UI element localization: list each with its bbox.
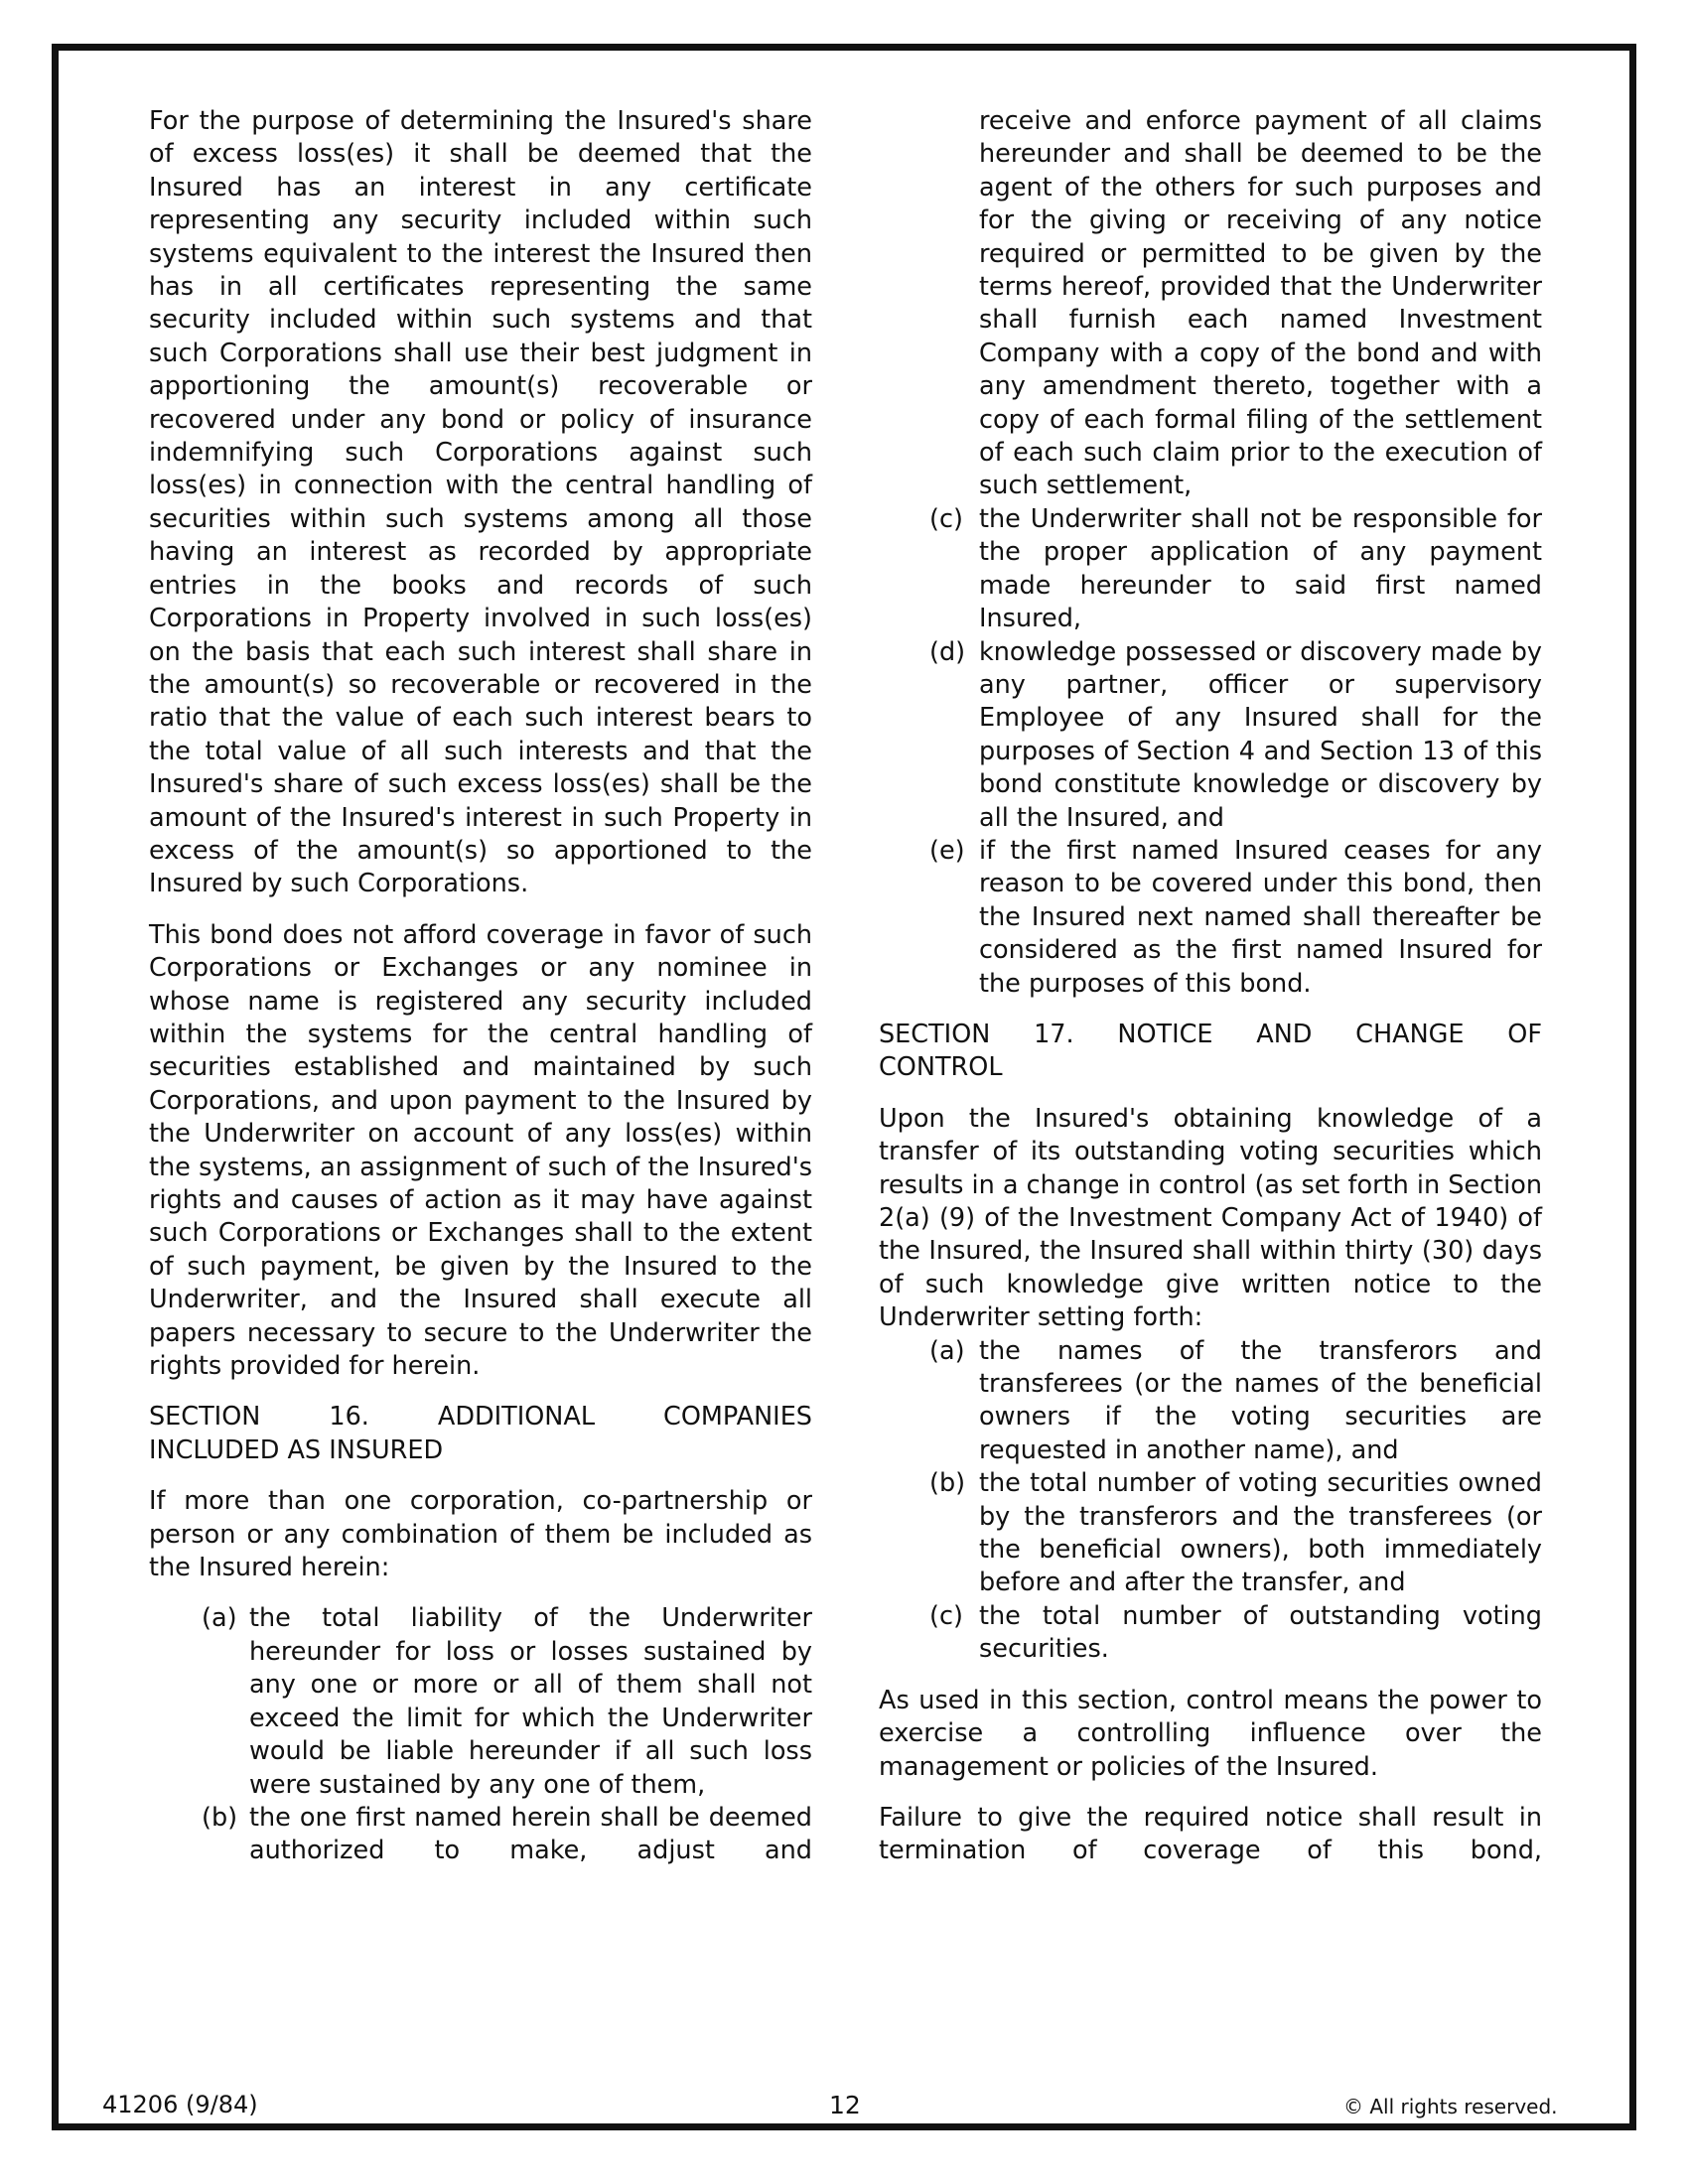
list-item (202, 1602, 812, 1801)
list-item (929, 1335, 1542, 1468)
list-text: the Underwriter shall not be responsible for the proper application of any payment made hereunder to said first named Insured, (979, 503, 1542, 634)
list-marker: (e) (929, 835, 965, 866)
section-17-list (879, 1335, 1542, 1667)
section-16-heading-line2: INCLUDED AS INSURED (149, 1434, 444, 1465)
list-marker: (c) (929, 1600, 963, 1631)
list-marker: (a) (929, 1335, 965, 1366)
excess-loss-paragraph: For the purpose of determining the Insured's share of excess loss(es) it shall be deemed that the Insured has an interest in any certificate representing any security included within such systems equivalent to the interest the Insured then has in all certificates representing the same security included within such systems and that such Corporations shall use their best judgment in apportioning the amount(s) recoverable or recovered under any bond or policy of insurance indemnifying such Corporations against such loss(es) in connection with the central handling of securities within such systems among all those having an interest as recorded by appropriate entries in the books and records of such Corporations in Property involved in such loss(es) on the basis that each such interest shall share in the amount(s) so recoverable or recovered in the ratio that the value of each such interest bears to the total value of all such interests and that the Insured's share of such excess loss(es) shall be the amount of the Insured's interest in such Property in excess of the amount(s) so apportioned to the Insured by such Corporations. (149, 106, 812, 899)
form-code: 41206 (9/84) (102, 2091, 258, 2118)
list-text: the one first named herein shall be deemed authorized to make, adjust and (249, 1802, 812, 1866)
list-text: the total liability of the Underwriter hereunder for loss or losses sustained by any one or more or all of them shall not exceed the limit for which the Underwriter would be liable hereunder if all such loss were sustained by any one of them, (249, 1603, 812, 1800)
list-text: if the first named Insured ceases for any reason to be covered under this bond, then the Insured next named shall thereafter be considered as the first named Insured for the purposes of this bond. (979, 835, 1542, 999)
list-item (202, 1802, 812, 1868)
rights-notice: © All rights reserved. (1343, 2095, 1558, 2118)
list-text: the total number of outstanding voting securities. (979, 1600, 1542, 1665)
section-16-list (149, 1602, 812, 1867)
list-marker: (b) (929, 1468, 966, 1499)
list-item (929, 1467, 1542, 1600)
list-marker: (a) (202, 1603, 237, 1634)
list-text: the total number of voting securities owned by the transferors and the transferees (or the beneficial owners), both immediately before and after the transfer, and (979, 1468, 1542, 1598)
list-item (929, 835, 1542, 1001)
list-item (929, 636, 1542, 835)
left-column (149, 105, 812, 1886)
coverage-exclusion-paragraph: This bond does not afford coverage in favor of such Corporations or Exchanges or any nominee in whose name is registered any security included within the systems for the central handling of securities established and maintained by such Corporations, and upon payment to the Insured by the Underwriter on account of any loss(es) within the systems, an assignment of such of the Insured's rights and causes of action as it may have against such Corporations or Exchanges shall to the extent of such payment, be given by the Insured to the Underwriter, and the Insured shall execute all papers necessary to secure to the Underwriter the rights provided for herein. (149, 919, 812, 1382)
list-marker: (c) (929, 503, 963, 534)
page-number: 12 (829, 2091, 861, 2119)
right-column (879, 105, 1542, 1886)
item-b-continuation: receive and enforce payment of all claims hereunder and shall be deemed to be the agent of the others for such purposes and for the giving or receiving of any notice required or permitted to be given by the terms hereof, provided that the Underwriter shall furnish each named Investment Company with a copy of the bond and with any amendment thereto, together with a copy of each formal filing of the settlement of each such claim prior to the execution of such settlement, (979, 106, 1542, 501)
list-marker: (d) (929, 636, 966, 667)
control-definition: As used in this section, control means the power to exercise a controlling influence over the management or policies of the Insured. (879, 1685, 1542, 1782)
list-marker: (b) (202, 1802, 238, 1833)
section-16-heading (149, 1401, 812, 1467)
section-17-heading-line1: SECTION 17. NOTICE AND CHANGE OF (879, 1019, 1542, 1049)
section-17-heading-line2: CONTROL (879, 1052, 1003, 1083)
section-16-list-continued (879, 503, 1542, 1001)
section-17-heading (879, 1019, 1542, 1085)
section-17-intro: Upon the Insured's obtaining knowledge of a transfer of its outstanding voting securities which results in a change in control (as set forth in Section 2(a) (9) of the Investment Company Act of 1940) of the Insured, the Insured shall within thirty (30) days of such knowledge give written notice to the Underwriter setting forth: (879, 1103, 1542, 1333)
section-16-heading-line1: SECTION 16. ADDITIONAL COMPANIES (149, 1402, 812, 1433)
list-item (929, 503, 1542, 636)
list-text: the names of the transferors and transferees (or the names of the beneficial owners if the voting securities are requested in another name), and (979, 1335, 1542, 1465)
list-item (929, 1600, 1542, 1667)
list-text: knowledge possessed or discovery made by any partner, officer or supervisory Employee of any Insured shall for the purposes of Section 4 and Section 13 of this bond constitute knowledge or discovery by all the Insured, and (979, 636, 1542, 833)
section-16-intro: If more than one corporation, co-partnership or person or any combination of them be included as the Insured herein: (149, 1486, 812, 1583)
failure-notice: Failure to give the required notice shall result in termination of coverage of this bond, (879, 1802, 1542, 1866)
